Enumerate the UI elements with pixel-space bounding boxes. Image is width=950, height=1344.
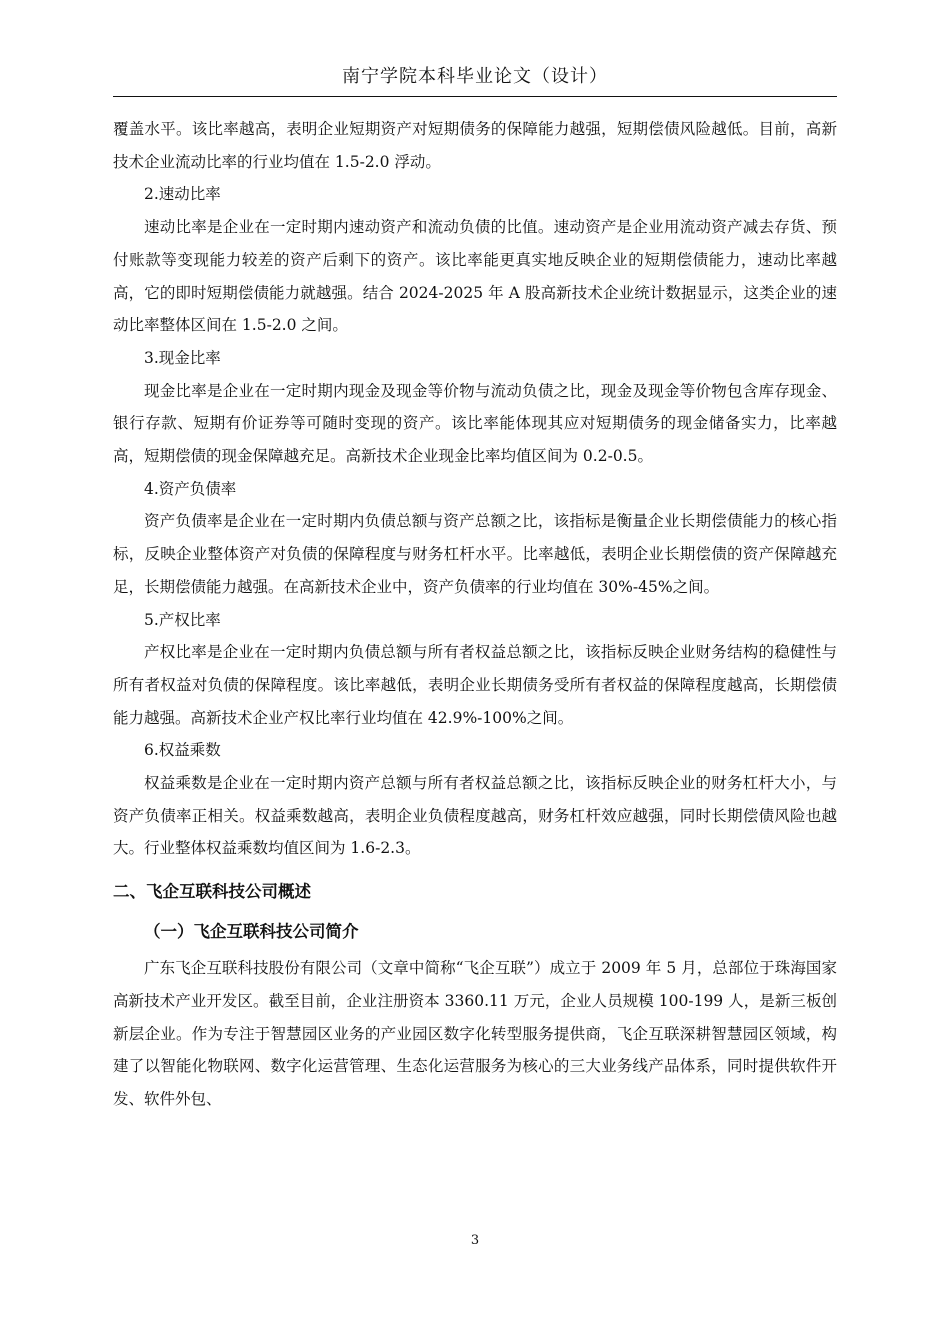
subsection-heading-company-intro: （一）飞企互联科技公司简介 xyxy=(144,922,359,942)
page-header-title: 南宁学院本科毕业论文（设计） xyxy=(342,66,608,87)
header-divider xyxy=(113,96,837,97)
subheading-debt-asset-ratio: 4.资产负债率 xyxy=(144,479,237,498)
paragraph-current-ratio-continued: 覆盖水平。该比率越高，表明企业短期资产对短期债务的保障能力越强，短期偿债风险越低。目前，高新技术企业流动比率的行业均值在 1.5-2.0 浮动。 xyxy=(113,120,837,171)
paragraph-debt-asset-ratio: 资产负债率是企业在一定时期内负债总额与资产总额之比，该指标是衡量企业长期偿债能力的核心指标，反映企业整体资产对负债的保障程度与财务杠杆水平。比率越低，表明企业长期偿债的资产保障越充足，长期偿债能力越强。在高新技术企业中，资产负债率的行业均值在 30%-45%之间。 xyxy=(113,512,837,596)
section-heading-company-overview: 二、飞企互联科技公司概述 xyxy=(113,882,311,902)
paragraph-cash-ratio: 现金比率是企业在一定时期内现金及现金等价物与流动负债之比，现金及现金等价物包含库存现金、银行存款、短期有价证券等可随时变现的资产。该比率能体现其应对短期债务的现金储备实力，比率越高，短期偿债的现金保障越充足。高新技术企业现金比率均值区间为 0.2-0.5。 xyxy=(113,381,837,466)
paragraph-quick-ratio: 速动比率是企业在一定时期内速动资产和流动负债的比值。速动资产是企业用流动资产减去存货、预付账款等变现能力较差的资产后剩下的资产。该比率能更真实地反映企业的短期偿债能力，速动比率越高，它的即时短期偿债能力就越强。结合 2024-2025 年 A 股高新技术企业统计数据显示，这类企业的速动比率整体区间在 1.5-2.0 之间。 xyxy=(113,218,837,335)
subheading-cash-ratio: 3.现金比率 xyxy=(144,348,221,367)
body-text xyxy=(113,113,837,1116)
paragraph-equity-multiplier: 权益乘数是企业在一定时期内资产总额与所有者权益总额之比，该指标反映企业的财务杠杆大小，与资产负债率正相关。权益乘数越高，表明企业负债程度越高，财务杠杆效应越强，同时长期偿债风险也越大。行业整体权益乘数均值区间为 1.6-2.3。 xyxy=(113,774,837,858)
subheading-quick-ratio: 2.速动比率 xyxy=(144,185,221,204)
subheading-equity-ratio: 5.产权比率 xyxy=(144,610,221,629)
paragraph-company-intro: 广东飞企互联科技股份有限公司（文章中简称“飞企互联”）成立于 2009 年 5 月，总部位于珠海国家高新技术产业开发区。截至目前，企业注册资本 3360.11 万元，企业人员规模 100-199 人，是新三板创新层企业。作为专注于智慧园区业务的产业园区数字化转型服务提供商，飞企互联深耕智慧园区领域，构建了以智能化物联网、数字化运营管理、生态化运营服务为核心的三大业务线产品体系，同时提供软件开发、软件外包、 xyxy=(113,959,837,1108)
subheading-equity-multiplier: 6.权益乘数 xyxy=(144,741,221,760)
paragraph-equity-ratio: 产权比率是企业在一定时期内负债总额与所有者权益总额之比，该指标反映企业财务结构的稳健性与所有者权益对负债的保障程度。该比率越低，表明企业长期债务受所有者权益的保障程度越高，长期偿债能力越强。高新技术企业产权比率行业均值在 42.9%-100%之间。 xyxy=(113,643,837,727)
page-number: 3 xyxy=(470,1233,480,1248)
